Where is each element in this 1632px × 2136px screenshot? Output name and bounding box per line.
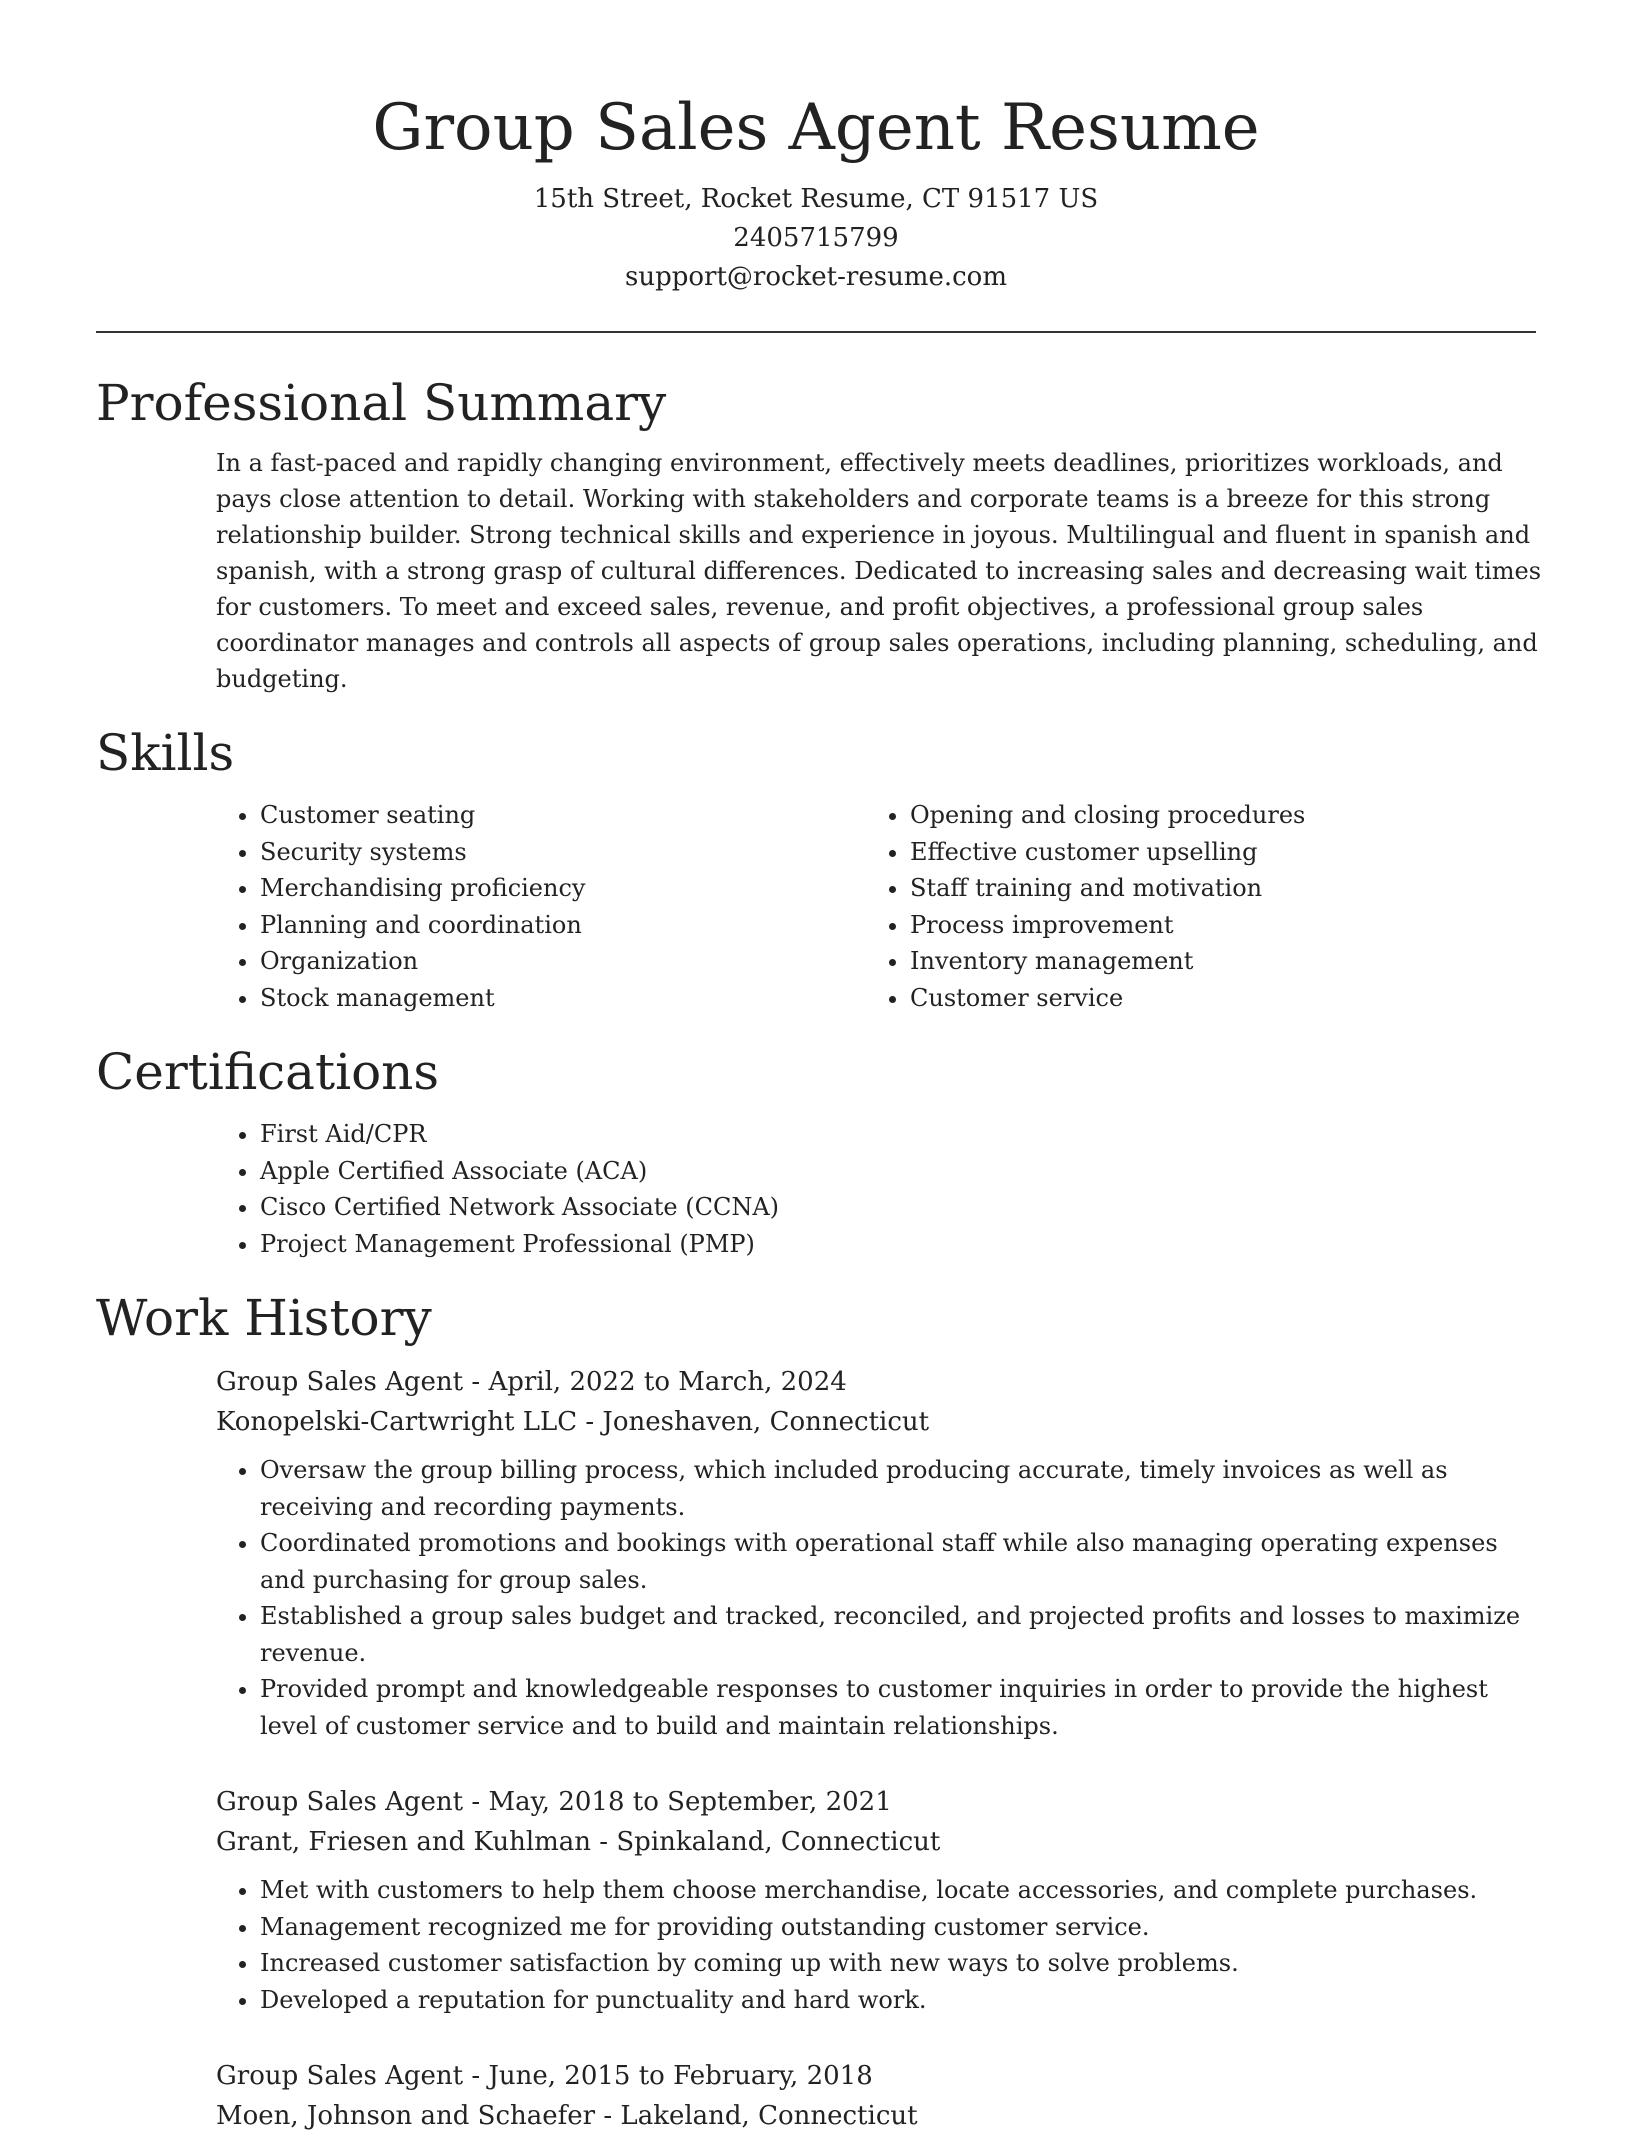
skills-heading: Skills: [96, 724, 235, 782]
skill-item: • Opening and closing procedures: [910, 797, 1516, 834]
resume-title: Group Sales Agent Resume: [372, 91, 1260, 165]
job-title-line: Group Sales Agent - April, 2022 to March, 2024: [216, 1367, 847, 1397]
skill-item: • Effective customer upselling: [910, 834, 1516, 871]
summary-heading: Professional Summary: [96, 374, 667, 432]
header-divider: [96, 331, 1536, 333]
skill-item: • Organization: [260, 943, 866, 980]
certification-item: • Project Management Professional (PMP): [260, 1226, 1536, 1263]
certification-item: • First Aid/CPR: [260, 1116, 1536, 1153]
job-company-line: Grant, Friesen and Kuhlman - Spinkaland, Connecticut: [216, 1827, 941, 1857]
job-title-line: Group Sales Agent - May, 2018 to September, 2021: [216, 1787, 892, 1817]
job-entry: [216, 1782, 1536, 2018]
skills-section: [96, 723, 1536, 1016]
job-duties-list: [216, 1452, 1550, 1744]
job-duties-list: [216, 1872, 1550, 2018]
skill-item: • Staff training and motivation: [910, 870, 1516, 907]
job-duty-item: • Provided prompt and knowledgeable responses to customer inquiries in order to provide the highest level of customer service and to build and maintain relationships.: [260, 1671, 1550, 1744]
skill-item: • Customer seating: [260, 797, 866, 834]
certification-item: • Apple Certified Associate (ACA): [260, 1153, 1536, 1190]
certifications-list: [216, 1116, 1536, 1262]
contact-email: support@rocket-resume.com: [624, 262, 1007, 292]
job-duty-item: • Increased customer satisfaction by coming up with new ways to solve problems.: [260, 1945, 1550, 1982]
contact-block: [96, 180, 1536, 297]
skill-item: • Merchandising proficiency: [260, 870, 866, 907]
job-company-line: Konopelski-Cartwright LLC - Joneshaven, Connecticut: [216, 1407, 930, 1437]
skill-item: • Inventory management: [910, 943, 1516, 980]
job-duty-item: • Developed a reputation for punctuality and hard work.: [260, 1982, 1550, 2019]
contact-address: 15th Street, Rocket Resume, CT 91517 US: [533, 184, 1099, 214]
skill-item: • Customer service: [910, 980, 1516, 1017]
job-title-line: Group Sales Agent - June, 2015 to February, 2018: [216, 2061, 873, 2091]
certifications-heading: Certifications: [96, 1043, 440, 1101]
job-entry: [216, 2056, 1536, 2136]
certification-item: • Cisco Certified Network Associate (CCNA): [260, 1189, 1536, 1226]
job-duty-item: • Oversaw the group billing process, which included producing accurate, timely invoices as well as receiving and recording payments.: [260, 1452, 1550, 1525]
job-duty-item: • Established a group sales budget and tracked, reconciled, and projected profits and losses to maximize revenue.: [260, 1598, 1550, 1671]
contact-phone: 2405715799: [733, 223, 899, 253]
job-duty-item: • Management recognized me for providing outstanding customer service.: [260, 1909, 1550, 1946]
skills-columns: [216, 797, 1536, 1016]
skills-list-left: [216, 797, 866, 1016]
skills-list-right: [866, 797, 1516, 1016]
skill-item: • Process improvement: [910, 907, 1516, 944]
summary-section: [96, 373, 1542, 697]
job-duty-item: • Met with customers to help them choose merchandise, locate accessories, and complete purchases.: [260, 1872, 1550, 1909]
skill-item: • Planning and coordination: [260, 907, 866, 944]
job-duty-item: • Coordinated promotions and bookings with operational staff while also managing operating expenses and purchasing for group sales.: [260, 1525, 1550, 1598]
summary-text: In a fast-paced and rapidly changing environment, effectively meets deadlines, prioritizes workloads, and pays close attention to detail. Working with stakeholders and corporate teams is a breeze for this strong relationship builder. Strong technical skills and experience in joyous. Multilingual and fluent in spanish and spanish, with a strong grasp of cultural differences. Dedicated to increasing sales and decreasing wait times for customers. To meet and exceed sales, revenue, and profit objectives, a professional group sales coordinator manages and controls all aspects of group sales operations, including planning, scheduling, and budgeting.: [216, 449, 1542, 693]
work-history-section: [96, 1288, 1536, 2136]
resume-page: [96, 0, 1542, 2136]
resume-header: [96, 0, 1536, 297]
job-entry: [216, 1362, 1536, 1744]
job-company-line: Moen, Johnson and Schaefer - Lakeland, Connecticut: [216, 2101, 918, 2131]
work-history-heading: Work History: [96, 1289, 432, 1347]
skill-item: • Stock management: [260, 980, 866, 1017]
certifications-section: [96, 1042, 1536, 1262]
skill-item: • Security systems: [260, 834, 866, 871]
